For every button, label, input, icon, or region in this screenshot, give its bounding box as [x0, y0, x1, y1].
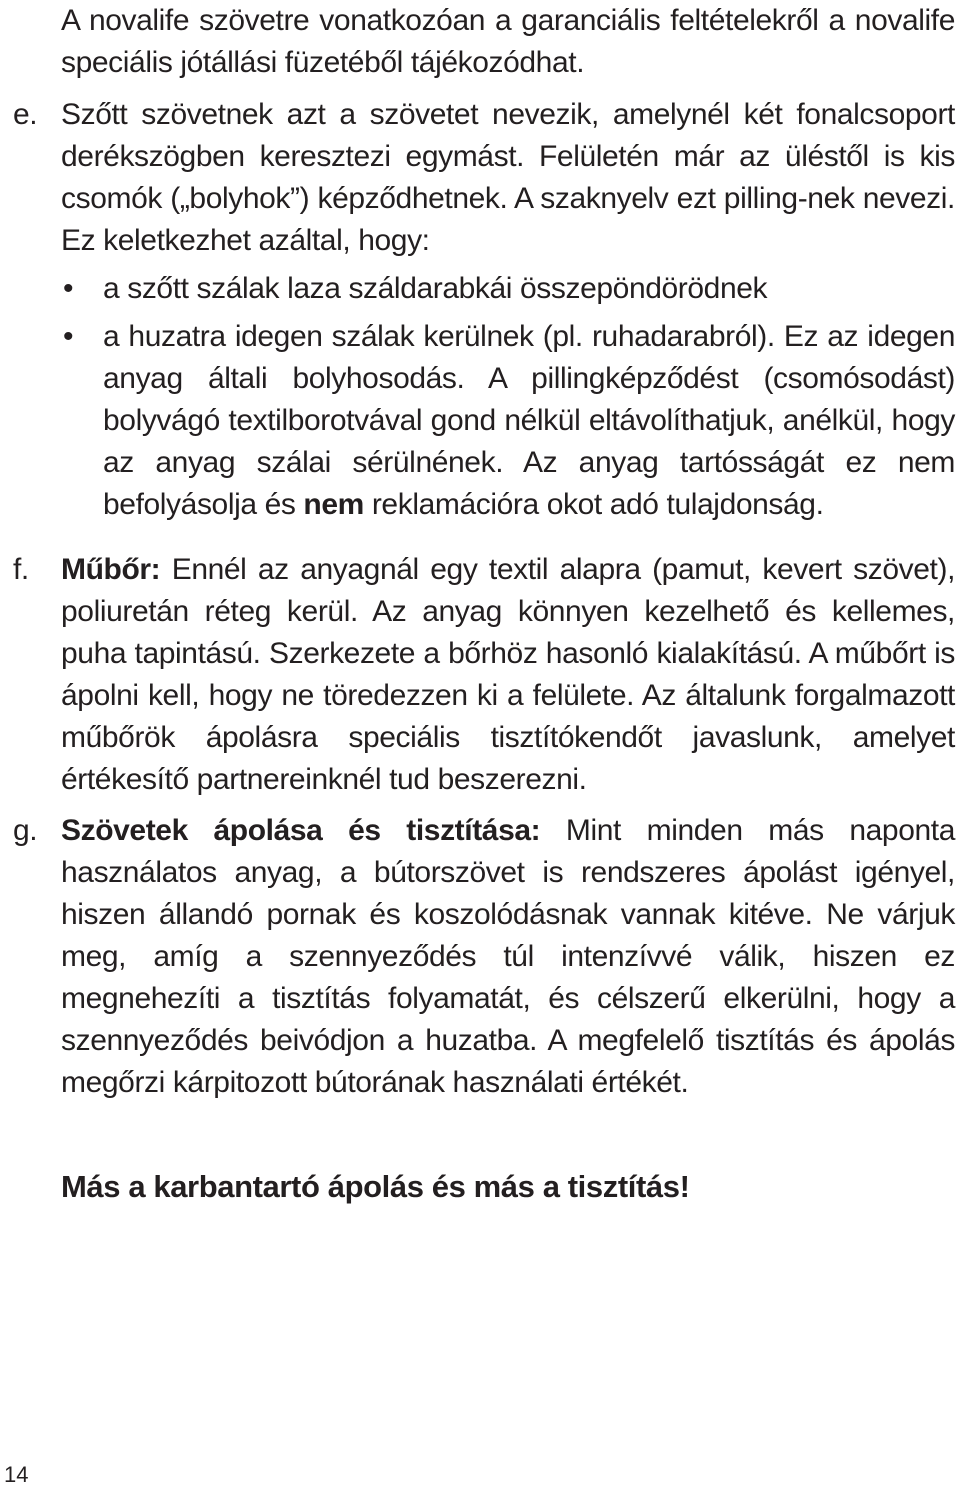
section-f-title: Műbőr:	[61, 553, 161, 586]
section-f-marker: f.	[13, 553, 29, 586]
intro-text: A novalife szövetre vonatkozóan a garanciális feltételekről a novalife speciális jótállási füzetéből tájékozódhat.	[61, 4, 955, 79]
bullet-text: a huzatra idegen szálak kerülnek (pl. ruhadarabról). Ez az idegen anyag általi bolyhosodás. A pillingképződést (csomósodást) bolyvágó textilborotvával gond nélkül eltávolíthatjuk, anélkül, hogy az anyag szálai sérülnének. Az anyag tartósságát ez nem befolyásolja és	[103, 320, 955, 521]
section-f-text: Ennél az anyagnál egy textil alapra (pamut, kevert szövet), poliuretán réteg kerül. Az anyag könnyen kezelhető és kellemes, puha tapintású. Szerkezete a bőrhöz hasonló kialakítású. A műbőrt is ápolni kell, hogy ne töredezzen ki a felülete. Az általunk forgalmazott műbőrök ápolásra speciális tisztítókendőt javaslunk, amelyet értékesítő partnereinknél tud beszerezni.	[61, 553, 956, 796]
section-g-title: Szövetek ápolása és tisztítása:	[61, 814, 541, 847]
section-g	[13, 810, 955, 1104]
section-g-text: Mint minden más naponta használatos anyag, a bútorszövet is rendszeres ápolást igényel, hiszen állandó pornak és koszolódásnak vannak kitéve. Ne várjuk meg, amíg a szennyeződés túl intenzívvé válik, hiszen ez megnehezíti a tisztítás folyamatát, és célszerű elkerülni, hogy a szennyeződés beivódjon a huzatba. A megfelelő tisztítás és ápolás megőrzi kárpitozott bútorának használati értékét.	[61, 814, 955, 1099]
bullet-text: a szőtt szálak laza száldarabkái összepöndörödnek	[103, 272, 768, 305]
pilling-causes-list	[61, 268, 955, 526]
section-f	[13, 549, 956, 801]
list-item	[61, 316, 955, 526]
intro-paragraph	[61, 0, 955, 84]
emphasis-nem: nem	[303, 488, 364, 521]
section-g-marker: g.	[13, 814, 38, 847]
section-e-marker: e.	[13, 98, 38, 131]
bullet-dot: •	[63, 272, 74, 305]
list-item	[61, 268, 955, 310]
closing-statement: Más a karbantartó ápolás és más a tisztítás!	[61, 1169, 690, 1204]
page-number: 14	[4, 1462, 29, 1487]
section-e	[13, 94, 955, 526]
section-e-text: Szőtt szövetnek azt a szövetet nevezik, amelynél két fonalcsoport derékszögben keresztezi egymást. Felületén már az üléstől is kis csomók („bolyhok”) képződhetnek. A szaknyelv ezt pilling-nek nevezi. Ez keletkezhet azáltal, hogy:	[61, 98, 955, 257]
bullet-continuation: reklamációra okot adó tulajdonság.	[371, 488, 824, 521]
bullet-dot: •	[63, 320, 74, 353]
